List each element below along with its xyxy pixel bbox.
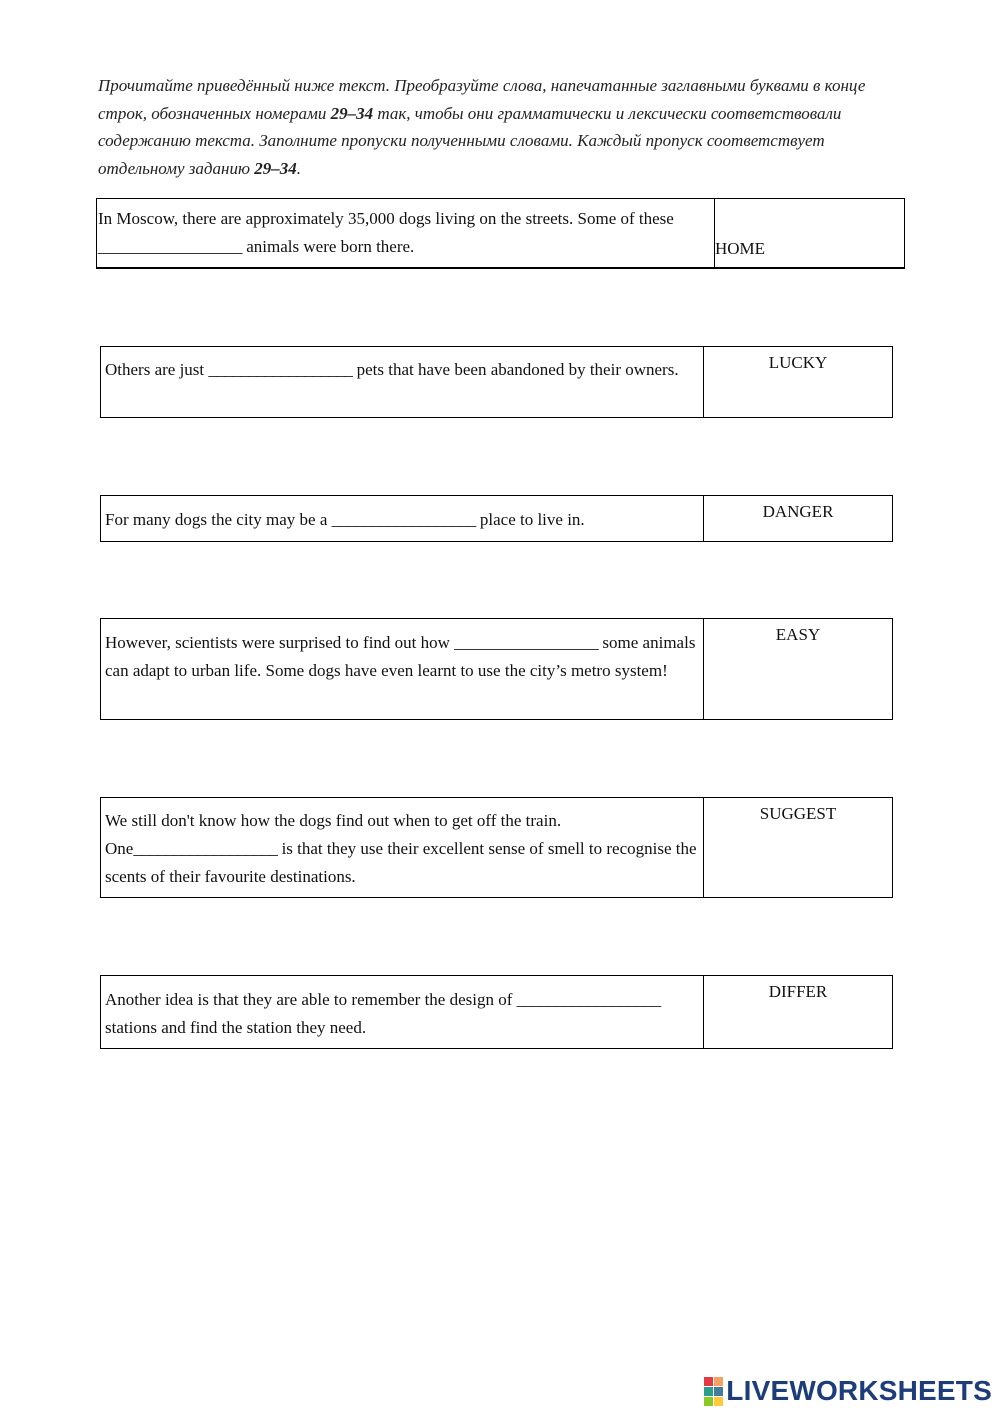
sentence-before: In Moscow, there are approximately 35,000 dogs living on the streets. Some of these xyxy=(98,209,674,228)
sentence-before: We still don't know how the dogs find out when to get off the train. One xyxy=(105,811,562,858)
answer-blank[interactable]: __________________ xyxy=(208,360,353,379)
sentence-after: place to live in. xyxy=(475,510,585,529)
logo-square xyxy=(704,1387,713,1396)
answer-blank[interactable]: __________________ xyxy=(98,237,242,256)
task-row xyxy=(100,618,893,720)
instructions-range-2: 29–34 xyxy=(254,158,297,178)
task-sentence xyxy=(101,496,704,541)
logo-square xyxy=(714,1377,723,1386)
logo-text: LIVEWORKSHEETS xyxy=(726,1375,992,1406)
base-word: HOME xyxy=(715,239,766,258)
instructions xyxy=(98,72,898,182)
liveworksheets-logo xyxy=(704,1375,992,1407)
instructions-text-2: так, чтобы они грамматически и лексически соответствовали содержанию текста. Заполните пропуски полученными словами. Каждый пропуск соответствует отдельному заданию xyxy=(98,103,842,178)
task-sentence xyxy=(101,347,704,417)
logo-square xyxy=(714,1387,723,1396)
instructions-text-3: . xyxy=(296,158,301,178)
sentence-after: pets that have been abandoned by their owners. xyxy=(352,360,679,379)
task-row xyxy=(100,346,893,418)
answer-blank[interactable]: __________________ xyxy=(133,839,278,858)
task-row xyxy=(100,975,893,1049)
sentence-after: some animals can adapt to urban life. Some dogs have even learnt to use the city’s metro system! xyxy=(105,633,696,680)
sentence-before: For many dogs the city may be a xyxy=(105,510,332,529)
answer-blank[interactable]: __________________ xyxy=(454,633,599,652)
base-word: DIFFER xyxy=(768,982,828,1001)
task-sentence xyxy=(101,976,704,1048)
sentence-after: is that they use their excellent sense of smell to recognise the scents of their favourite destinations. xyxy=(105,839,697,886)
task-row xyxy=(100,797,893,898)
logo-square xyxy=(704,1397,713,1406)
logo-mark-icon xyxy=(704,1377,723,1406)
task-sentence xyxy=(101,798,704,897)
answer-blank[interactable]: __________________ xyxy=(516,990,661,1009)
sentence-before: Others are just xyxy=(105,360,209,379)
task-sentence xyxy=(101,619,704,719)
base-word: DANGER xyxy=(762,502,834,521)
answer-blank[interactable]: __________________ xyxy=(331,510,476,529)
task-row xyxy=(96,198,905,269)
base-word: EASY xyxy=(775,625,821,644)
task-sentence xyxy=(97,199,715,267)
logo-square xyxy=(714,1397,723,1406)
base-word: LUCKY xyxy=(768,353,828,372)
base-word: SUGGEST xyxy=(759,804,837,823)
logo-square xyxy=(704,1377,713,1386)
sentence-after: stations and find the station they need. xyxy=(105,1018,367,1037)
sentence-before: Another idea is that they are able to remember the design of xyxy=(105,990,517,1009)
instructions-text-1: Прочитайте приведённый ниже текст. Преобразуйте слова, напечатанные заглавными буквами в конце строк, обозначенных номерами xyxy=(98,76,866,123)
sentence-after: animals were born there. xyxy=(242,237,415,256)
sentence-before: However, scientists were surprised to find out how xyxy=(105,633,455,652)
instructions-range-1: 29–34 xyxy=(330,103,374,123)
task-row xyxy=(100,495,893,542)
